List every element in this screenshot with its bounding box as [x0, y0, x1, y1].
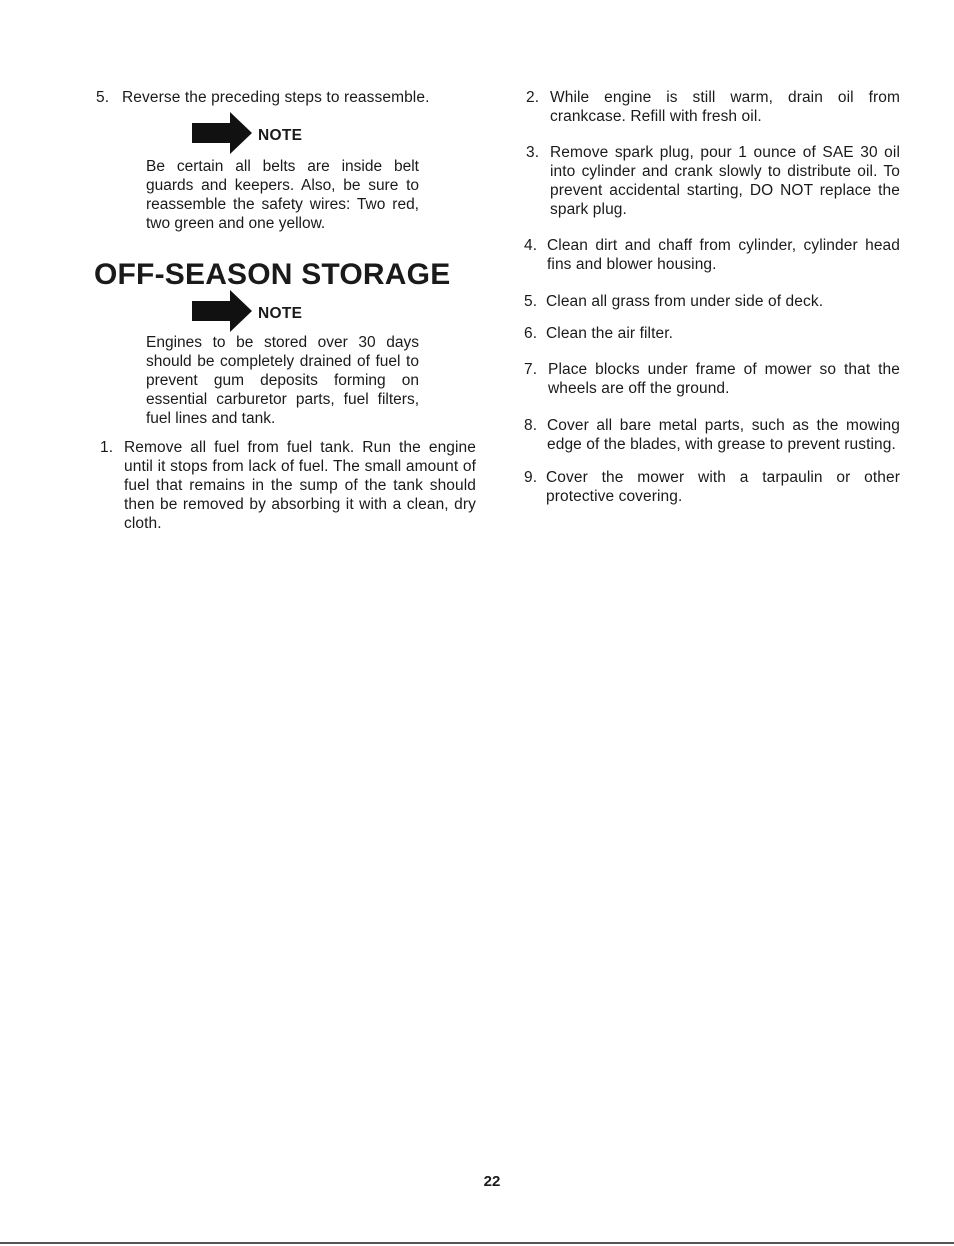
- step-text: Clean the air filter.: [546, 325, 674, 342]
- section-title: OFF-SEASON STORAGE: [94, 258, 451, 291]
- note-label: NOTE: [258, 305, 303, 322]
- note-header: [192, 113, 476, 153]
- step-text: While engine is still warm, drain oil from crankcase. Refill with fresh oil.: [550, 89, 900, 125]
- step-text: Remove spark plug, pour 1 ounce of SAE 30 oil into cylinder and crank slowly to distribute oil. To prevent accidental starting, DO NOT replace the spark plug.: [550, 144, 900, 218]
- step-number: 2.: [526, 89, 540, 106]
- left-column: [96, 86, 476, 533]
- step-text: Place blocks under frame of mower so that the wheels are off the ground.: [548, 361, 900, 397]
- step-8: [524, 416, 900, 454]
- right-arrow-icon: [192, 112, 256, 154]
- note-body: Be certain all belts are inside belt guards and keepers. Also, be sure to reassemble the safety wires: Two red, two green and one yellow.: [146, 158, 419, 232]
- step-4: [524, 236, 900, 274]
- step-text: Reverse the preceding steps to reassemble.: [122, 89, 430, 106]
- step-number: 7.: [524, 361, 538, 378]
- step-number: 5.: [96, 89, 110, 106]
- step-1-remove-fuel: [100, 438, 476, 533]
- step-number: 9.: [524, 469, 538, 486]
- step-text: Remove all fuel from fuel tank. Run the engine until it stops from lack of fuel. The small amount of fuel that remains in the sump of the tank should then be removed by absorbing it with a clean, dry cloth.: [124, 439, 476, 532]
- note-header: [192, 291, 476, 331]
- step-text: Clean dirt and chaff from cylinder, cylinder head fins and blower housing.: [547, 237, 900, 273]
- step-3: [526, 143, 900, 219]
- step-number: 3.: [526, 144, 540, 161]
- step-number: 5.: [524, 293, 538, 310]
- step-7: [524, 360, 900, 398]
- step-number: 4.: [524, 237, 538, 254]
- page-number: 22: [483, 1173, 501, 1190]
- step-5-reassemble: [96, 88, 476, 107]
- step-number: 8.: [524, 417, 538, 434]
- step-5: [524, 292, 900, 311]
- note-body: Engines to be stored over 30 days should be completely drained of fuel to prevent gum deposits forming on essential carburetor parts, fuel filters, fuel lines and tank.: [146, 334, 419, 427]
- step-text: Cover the mower with a tarpaulin or other protective covering.: [546, 469, 900, 505]
- right-column: [520, 86, 900, 506]
- step-9: [524, 468, 900, 506]
- step-number: 1.: [100, 439, 114, 456]
- step-2: [526, 88, 900, 126]
- bottom-rule: [0, 1242, 954, 1244]
- step-text: Clean all grass from under side of deck.: [546, 293, 824, 310]
- note-label: NOTE: [258, 127, 303, 144]
- right-arrow-icon: [192, 290, 256, 332]
- step-number: 6.: [524, 325, 538, 342]
- step-text: Cover all bare metal parts, such as the mowing edge of the blades, with grease to prevent rusting.: [547, 417, 900, 453]
- step-6: [524, 324, 900, 343]
